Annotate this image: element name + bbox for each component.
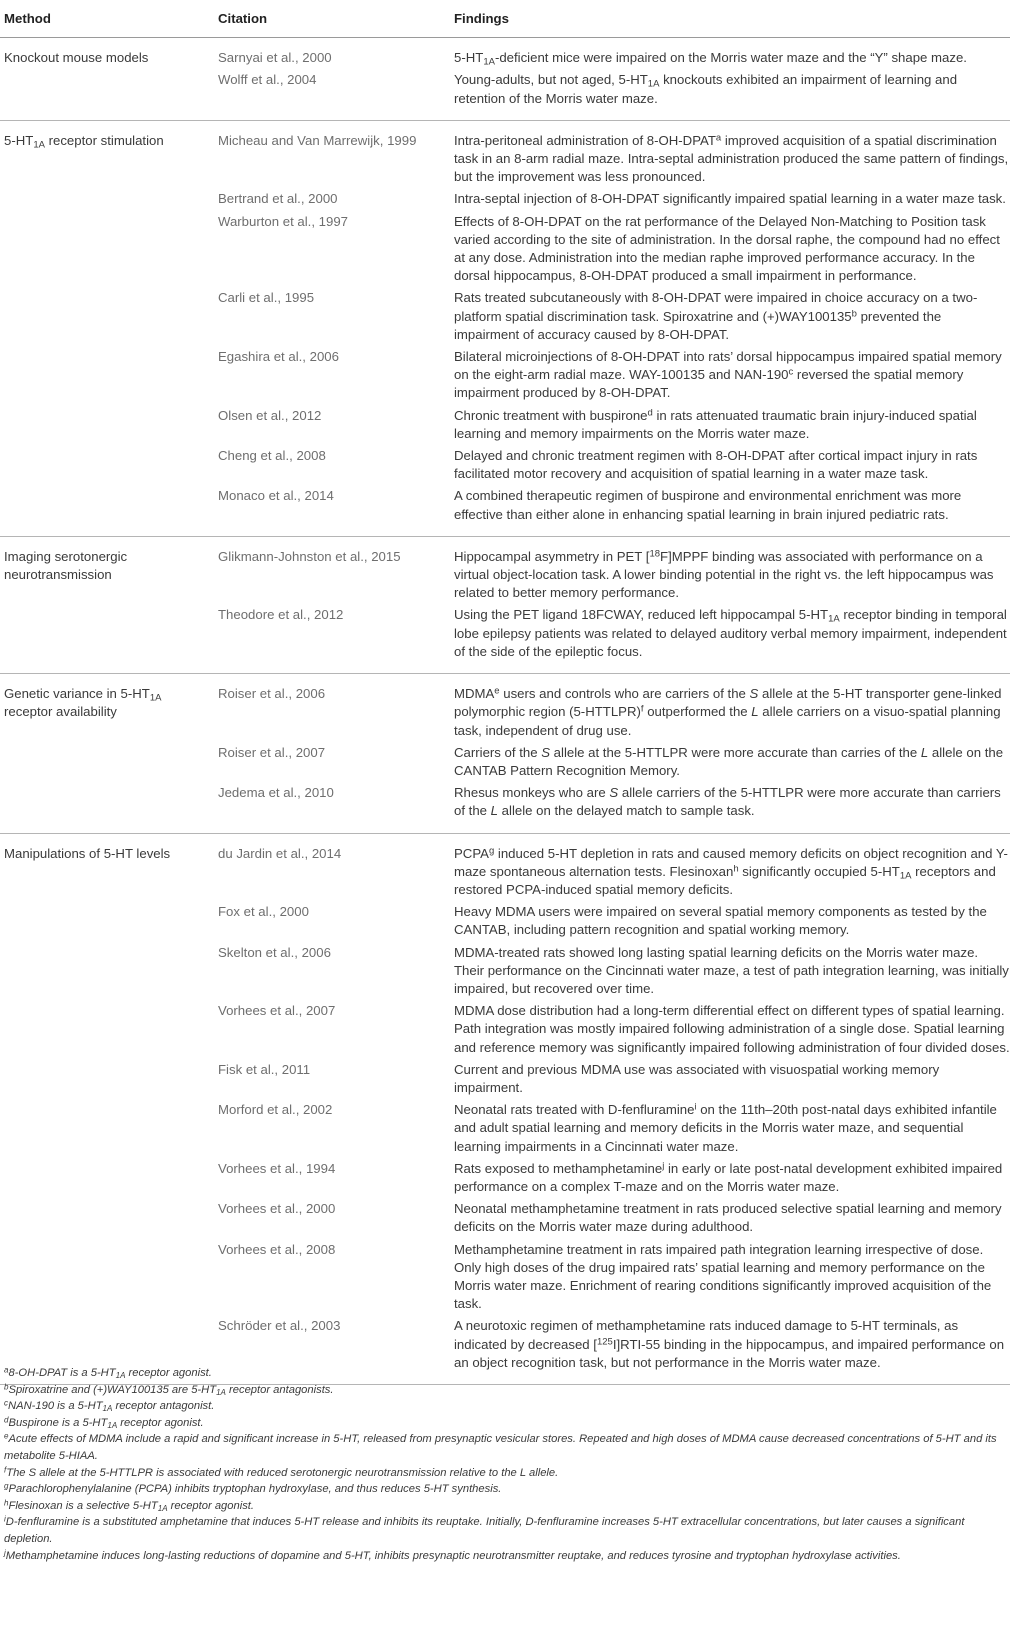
citation-cell: Monaco et al., 2014 bbox=[210, 486, 432, 536]
finding-cell: Intra-peritoneal administration of 8-OH-DPAT$^a$ improved acquisition of a spatial discrimination task in an 8-arm radial maze. Intra-septal administration produced the same pattern of findings, but the improvement was less pronounced. bbox=[454, 132, 1009, 185]
citation-cell: Bertrand et al., 2000 bbox=[218, 191, 338, 207]
finding-cell: MDMA dose distribution had a long-term differential effect on different types of spatial learning. Path integration was mostly impaired following administration of a single dose. Spatial learning and reference memory was significantly impaired following administration of four divided doses. bbox=[454, 1003, 1010, 1055]
citation-cell: Warburton et al., 1997 bbox=[218, 213, 348, 229]
method-cell bbox=[0, 902, 210, 942]
table-row bbox=[0, 347, 1010, 406]
finding-cell: Bilateral microinjections of 8-OH-DPAT into rats’ dorsal hippocampus impaired spatial memory on the eight-arm radial maze. WAY-100135 and NAN-190$^c$ reversed the spatial memory impairment produced by 8-OH-DPAT. bbox=[454, 349, 1002, 401]
citation-cell: Vorhees et al., 2007 bbox=[218, 1003, 336, 1019]
footnotes bbox=[4, 1365, 1014, 1564]
citation-cell: Jedema et al., 2010 bbox=[210, 783, 432, 833]
table-row bbox=[0, 605, 1010, 673]
finding-cell: Rhesus monkeys who are S allele carriers of the 5-HTTLPR were more accurate than carriers of the L allele on the delayed match to sample task. bbox=[432, 783, 1010, 833]
table-row bbox=[0, 743, 1010, 783]
finding-cell: Heavy MDMA users were impaired on several spatial memory components as tested by the CANTAB, including pattern recognition and spatial working memory. bbox=[454, 904, 987, 938]
table-row bbox=[0, 70, 1010, 120]
footnote: $^i$D-fenfluramine is a substituted amphetamine that induces 5-HT release and inhibits its reuptake. Initially, D-fenfluramine increases 5-HT extracellular concentrations, but later causes a significant depletion. bbox=[4, 1514, 965, 1545]
finding-cell: Rats treated subcutaneously with 8-OH-DPAT were impaired in choice accuracy on a two-platform spatial discrimination task. Spiroxatrine and $(+)WAY100135^b$ prevented the impairment of accuracy caused by 8-OH-DPAT. bbox=[454, 290, 978, 342]
header-findings: Findings bbox=[432, 0, 1010, 38]
finding-cell: Carriers of the S allele at the 5-HTTLPR were more accurate than carries of the L allele on the CANTAB Pattern Recognition Memory. bbox=[454, 744, 1004, 778]
table-body bbox=[0, 38, 1010, 1385]
citation-cell: Roiser et al., 2007 bbox=[218, 744, 326, 760]
finding-cell: Using the PET ligand 18FCWAY, reduced left hippocampal $5-HT_{1A}$ receptor binding in temporal lobe epilepsy patients was related to delayed auditory verbal memory impairment, independent of the side of the epileptic focus. bbox=[432, 605, 1010, 673]
finding-cell: Rats exposed to methamphetamine$^j$ in early or late post-natal development exhibited impaired performance on a complex T-maze and on the Morris water maze. bbox=[454, 1160, 1003, 1194]
citation-cell: Micheau and Van Marrewijk, 1999 bbox=[218, 132, 417, 148]
table-row bbox=[0, 1199, 1010, 1239]
citation-cell: Schröder et al., 2003 bbox=[210, 1316, 432, 1384]
finding-cell: $5-HT_{1A}$-deficient mice were impaired on the Morris water maze and the “Y” shape maze. bbox=[454, 50, 967, 68]
citation-cell: Fox et al., 2000 bbox=[218, 904, 309, 920]
finding-cell: Current and previous MDMA use was associated with visuospatial working memory impairment. bbox=[454, 1061, 940, 1095]
footnote: $^g$Parachlorophenylalanine (PCPA) inhibits tryptophan hydroxylase, and thus reduces 5-HT synthesis. bbox=[4, 1481, 502, 1496]
finding-cell: Delayed and chronic treatment regimen with 8-OH-DPAT after cortical impact injury in rats facilitated motor recovery and acquisition of spatial learning in a water maze task. bbox=[454, 448, 978, 482]
finding-cell: Methamphetamine treatment in rats impaired path integration learning irrespective of dose. Only high doses of the drug impaired rats’ spatial learning and memory performance on the Morris water maze. Enrichment of rearing conditions significantly improved acquisition of the task. bbox=[454, 1241, 992, 1312]
footnote: $^h$Flesinoxan is a selective $5-HT_{1A}$ receptor agonist. bbox=[4, 1498, 255, 1513]
method-cell bbox=[0, 743, 210, 783]
method-cell bbox=[0, 605, 210, 673]
finding-cell: A combined therapeutic regimen of buspirone and environmental enrichment was more effective than either alone in enhancing spatial learning in brain injured pediatric rats. bbox=[432, 486, 1010, 536]
finding-cell: PCPA$^g$ induced 5-HT depletion in rats and caused memory deficits on object recognition and Y-maze spontaneous alternation tests. Flesinoxan$^h$ significantly occupied $5-HT_{1A}$ receptors and restored PCPA-induced spatial memory deficits. bbox=[454, 845, 1008, 897]
footnote: $^e$Acute effects of MDMA include a rapid and significant increase in 5-HT, released from presynaptic vesicular stores. Repeated and high doses of MDMA cause decreased concentrations of 5-HT and its metabolite 5-HIAA. bbox=[4, 1431, 997, 1462]
footnote: $^d$Buspirone is a $5-HT_{1A}$ receptor agonist. bbox=[4, 1415, 204, 1430]
method-cell bbox=[0, 1001, 210, 1060]
table-row bbox=[0, 1060, 1010, 1100]
method-cell: Imaging serotonergic neurotransmission bbox=[4, 548, 128, 583]
citation-cell: Vorhees et al., 2000 bbox=[218, 1201, 336, 1217]
table-row bbox=[0, 486, 1010, 536]
citation-cell: Wolff et al., 2004 bbox=[210, 70, 432, 120]
citation-cell: Theodore et al., 2012 bbox=[210, 605, 432, 673]
table-row bbox=[0, 1001, 1010, 1060]
citation-cell: Roiser et al., 2006 bbox=[218, 686, 326, 702]
footnote: $^a$8-OH-DPAT is a $5-HT_{1A}$ receptor agonist. bbox=[4, 1365, 212, 1381]
table-row bbox=[0, 406, 1010, 446]
citation-cell: Carli et al., 1995 bbox=[218, 290, 315, 306]
finding-cell: Effects of 8-OH-DPAT on the rat performance of the Delayed Non-Matching to Position task varied according to the site of administration. In the dorsal raphe, the compound had no effect at any dose. Administration into the median raphe improved performance accuracy. In the dorsal hippocampus, 8-OH-DPAT produced a small impairment in performance. bbox=[454, 213, 1000, 284]
method-cell bbox=[0, 783, 210, 833]
finding-cell: Young-adults, but not aged, $5-HT_{1A}$ knockouts exhibited an impairment of learning and retention of the Morris water maze. bbox=[432, 70, 1010, 120]
method-cell bbox=[0, 1060, 210, 1100]
method-cell: Genetic variance in $5-HT_{1A}$ receptor availability bbox=[4, 686, 162, 720]
finding-cell: Hippocampal asymmetry in PET [$^{18}$F]MPPF binding was associated with performance on a virtual object-location task. A lower binding potential in the right vs. the left hippocampus was related to better memory performance. bbox=[454, 548, 994, 601]
footnote: $^b$Spiroxatrine and (+)WAY100135 are $5-HT_{1A}$ receptor antagonists. bbox=[4, 1381, 334, 1397]
table-row bbox=[0, 212, 1010, 289]
table-row bbox=[0, 783, 1010, 833]
finding-cell: Chronic treatment with buspirone$^d$ in rats attenuated traumatic brain injury-induced spatial learning and memory impairments on the Morris water maze. bbox=[454, 407, 977, 441]
header-citation: Citation bbox=[210, 0, 432, 38]
method-cell bbox=[0, 486, 210, 536]
finding-cell: MDMA-treated rats showed long lasting spatial learning deficits on the Morris water maze. Their performance on the Cincinnati water maze, a test of path integration learning, was initially impaired, but recovered over time. bbox=[454, 944, 1009, 996]
method-cell bbox=[0, 288, 210, 347]
citation-cell: Morford et al., 2002 bbox=[218, 1102, 333, 1118]
header-method: Method bbox=[0, 0, 210, 38]
citation-cell: Egashira et al., 2006 bbox=[218, 349, 339, 365]
method-cell bbox=[0, 446, 210, 486]
table-header bbox=[0, 0, 1010, 38]
citation-cell: Vorhees et al., 1994 bbox=[218, 1160, 336, 1176]
citation-cell: Olsen et al., 2012 bbox=[218, 407, 322, 423]
method-cell bbox=[0, 189, 210, 211]
table-row bbox=[0, 943, 1010, 1002]
citation-cell: Vorhees et al., 2008 bbox=[218, 1241, 336, 1257]
method-cell: Manipulations of 5-HT levels bbox=[4, 845, 171, 861]
method-cell bbox=[0, 1159, 210, 1199]
method-cell bbox=[0, 1100, 210, 1159]
table-row bbox=[0, 536, 1010, 605]
citation-cell: Cheng et al., 2008 bbox=[218, 448, 326, 464]
footnote: $^c$NAN-190 is a $5-HT_{1A}$ receptor antagonist. bbox=[4, 1398, 215, 1414]
method-cell bbox=[0, 1199, 210, 1239]
table-row bbox=[0, 446, 1010, 486]
table-row bbox=[0, 1159, 1010, 1199]
table-row bbox=[0, 38, 1010, 71]
table-row bbox=[0, 1240, 1010, 1317]
method-cell bbox=[0, 212, 210, 289]
citation-cell: Sarnyai et al., 2000 bbox=[218, 50, 332, 66]
method-cell bbox=[0, 406, 210, 446]
method-cell bbox=[0, 1240, 210, 1317]
finding-cell: A neurotoxic regimen of methamphetamine rats induced damage to 5-HT terminals, as indicated by decreased [$^{125}$I]RTI-55 binding in the hippocampus, and impaired performance on an object recognition task, but not performance in the Morris water maze. bbox=[432, 1316, 1010, 1384]
table-row bbox=[0, 902, 1010, 942]
footnote: $^f$The S allele at the 5-HTTLPR is associated with reduced serotonergic neurotransmission relative to the L allele. bbox=[4, 1464, 559, 1479]
method-cell bbox=[0, 70, 210, 120]
citation-cell: Glikmann-Johnston et al., 2015 bbox=[218, 548, 401, 564]
citation-cell: du Jardin et al., 2014 bbox=[218, 845, 342, 861]
finding-cell: Neonatal methamphetamine treatment in rats produced selective spatial learning and memory deficits on the Morris water maze during adulthood. bbox=[454, 1201, 1002, 1235]
table-row bbox=[0, 189, 1010, 211]
method-cell: $5-HT_{1A}$ receptor stimulation bbox=[4, 132, 164, 151]
finding-cell: Neonatal rats treated with D-fenfluramine$^i$ on the 11th–20th post-natal days exhibited infantile and adult spatial learning and memory deficits in the Morris water maze, and sequential learning impairments in a Cincinnati water maze. bbox=[454, 1101, 997, 1154]
method-cell bbox=[0, 943, 210, 1002]
method-cell: Knockout mouse models bbox=[4, 50, 149, 66]
table-row bbox=[0, 833, 1010, 902]
method-cell bbox=[0, 347, 210, 406]
table-row bbox=[0, 674, 1010, 743]
table-row bbox=[0, 120, 1010, 189]
finding-cell: MDMA$^e$ users and controls who are carriers of the S allele at the 5-HT transporter gene-linked polymorphic region (5-HTTLPR)$^f$ outperformed the L allele carriers on a visuo-spatial planning task, independent of drug use. bbox=[454, 685, 1002, 738]
footnote: $^j$Methamphetamine induces long-lasting reductions of dopamine and 5-HT, inhibits presynaptic neurotransmitter reuptake, and reduces tyrosine and tryptophan hydroxylase activities. bbox=[4, 1547, 901, 1562]
citation-cell: Skelton et al., 2006 bbox=[218, 944, 331, 960]
table-row bbox=[0, 1100, 1010, 1159]
citation-cell: Fisk et al., 2011 bbox=[218, 1061, 311, 1077]
finding-cell: Intra-septal injection of 8-OH-DPAT significantly impaired spatial learning in a water maze task. bbox=[454, 191, 1006, 207]
table-row bbox=[0, 288, 1010, 347]
